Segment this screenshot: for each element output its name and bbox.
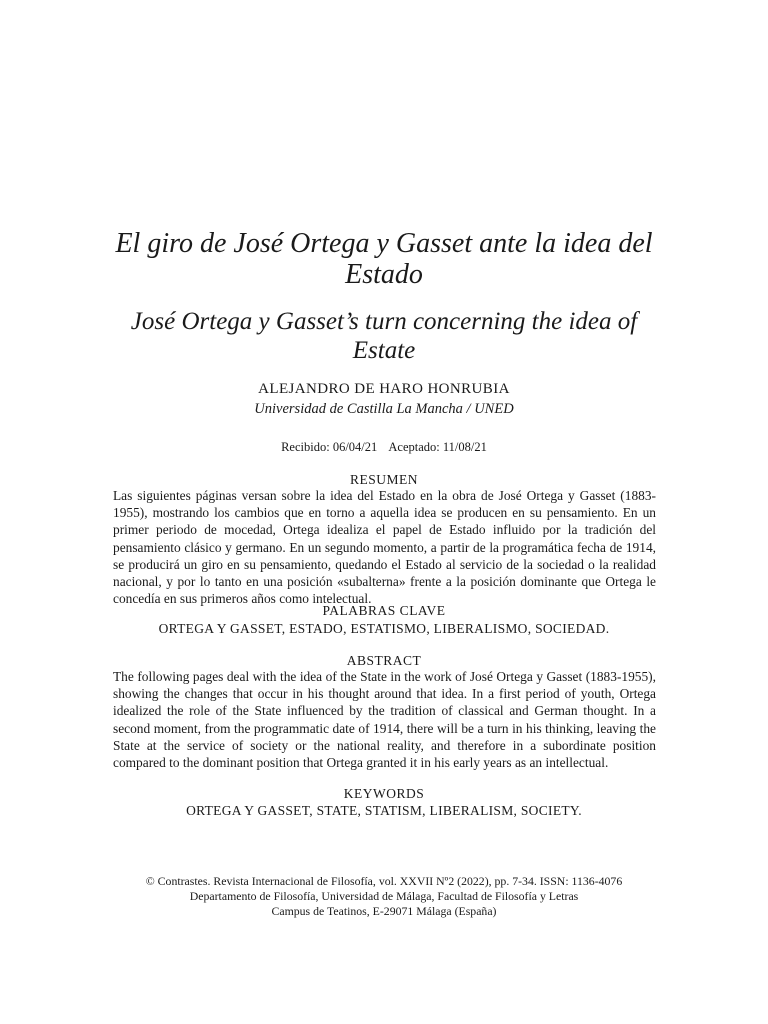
abstract-text: The following pages deal with the idea of the State in the work of José Ortega y Gasset (1883-1955), showing the changes that occur in his thought around that idea. In a first period of youth, Ortega idealized the role of the State influenced by the tradition of classical and German thought. In a second moment, from the programmatic date of 1914, there will be a turn in his thinking, leaving the State at the service of society or the national reality, and therefore in a subordinate position compared to the dominant position that Ortega granted it in his early years as an intellectual. [113, 669, 656, 771]
footer-citation: © Contrastes. Revista Internacional de Filosofía, vol. XXVII Nº2 (2022), pp. 7-34. ISSN: 1136-4076 [145, 874, 623, 888]
footer-department: Departamento de Filosofía, Universidad de Málaga, Facultad de Filosofía y Letras [189, 889, 579, 903]
palabras-clave-text: ORTEGA Y GASSET, ESTADO, ESTATISMO, LIBERALISMO, SOCIEDAD. [158, 621, 610, 636]
resumen-heading: RESUMEN [349, 472, 418, 487]
accepted-date: Aceptado: 11/08/21 [388, 440, 487, 454]
author-affiliation: Universidad de Castilla La Mancha / UNED [254, 401, 514, 417]
resumen-text: Las siguientes páginas versan sobre la idea del Estado en la obra de José Ortega y Gasset (1883-1955), mostrando los cambios que en torno a aquella idea se producen en su pensamiento. En un primer periodo de mocedad, Ortega idealiza el papel de Estado influido por la tradición del pensamiento clásico y germano. En un segundo momento, a partir de la programática fecha de 1914, se producirá un giro en su pensamiento, quedando el Estado al servicio de la sociedad o la realidad nacional, y por lo tanto en una posición «subalterna» frente a la posición dominante que Ortega le concedía en sus primeros años como intelectual. [113, 488, 656, 607]
submission-dates [100, 439, 668, 455]
journal-footer [80, 874, 688, 919]
palabras-clave-heading: PALABRAS CLAVE [322, 603, 446, 618]
title-spanish: El giro de José Ortega y Gasset ante la idea del Estado [115, 228, 653, 290]
footer-address: Campus de Teatinos, E-29071 Málaga (España) [271, 904, 497, 918]
keywords-heading: KEYWORDS [343, 786, 425, 801]
title-english: José Ortega y Gasset’s turn concerning the idea of Estate [130, 308, 638, 364]
received-date: Recibido: 06/04/21 [281, 440, 378, 454]
author-name: ALEJANDRO DE HARO HONRUBIA [258, 381, 510, 397]
keywords-text: ORTEGA Y GASSET, STATE, STATISM, LIBERALISM, SOCIETY. [186, 803, 582, 818]
abstract-heading: ABSTRACT [346, 653, 422, 668]
